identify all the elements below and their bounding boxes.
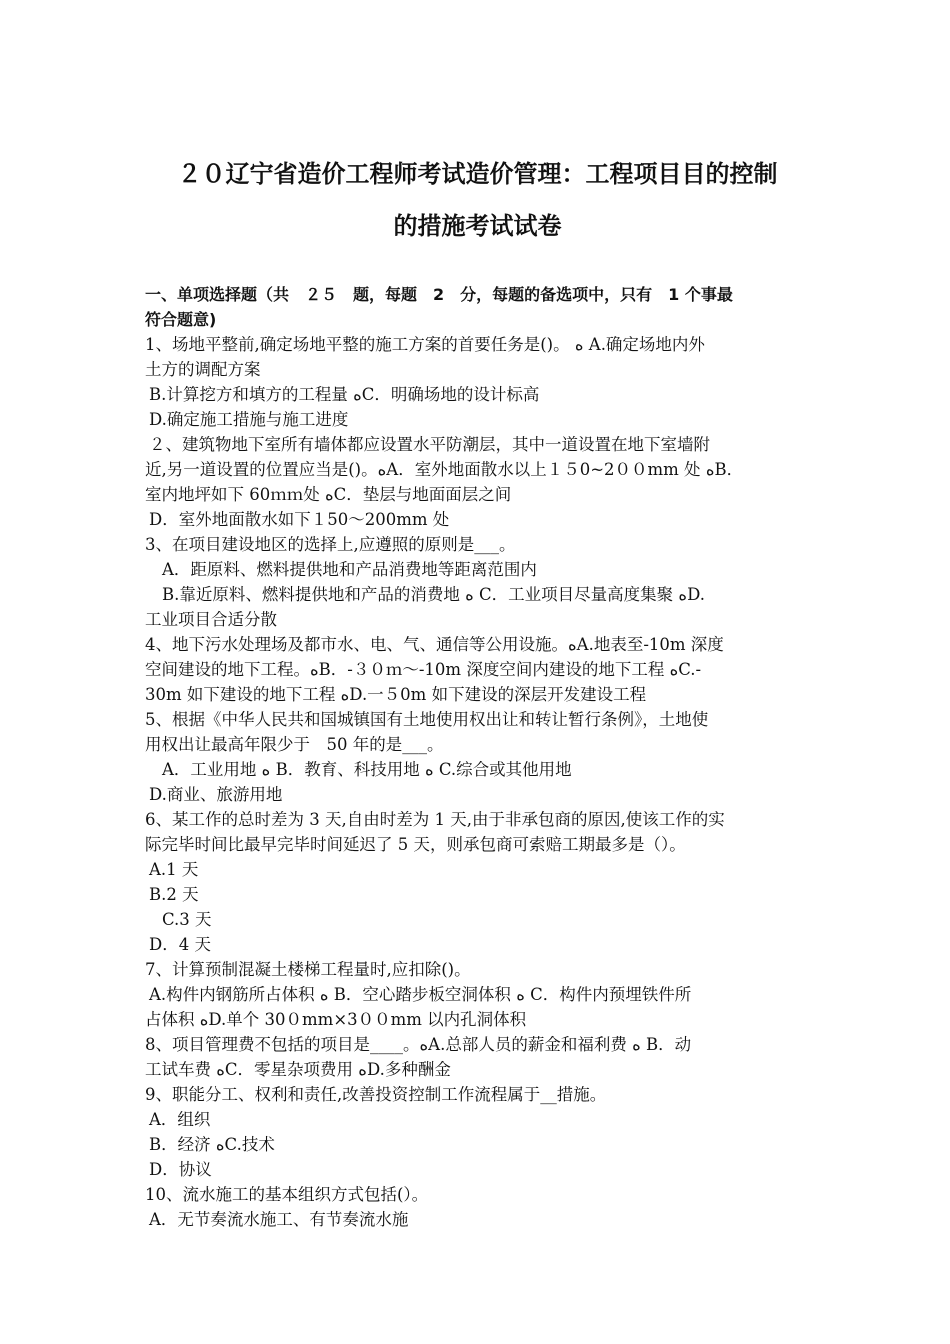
question-4-line-3: 30m 如下建设的地下工程 ﻩD.一５0m 如下建设的深层开发建设工程 [145,685,647,704]
question-5-line-2: 用权出让最高年限少于 50 年的是___。 [145,735,444,754]
question-3-option-line-3: 工业项目合适分散 [145,610,277,629]
question-7-option-line-2: 占体积 ﻩD.单个 30０mm×3００mm 以内孔洞体积 [145,1010,527,1029]
question-9-line-1: 9、职能分工、权利和责任,改善投资控制工作流程属于__措施。 [145,1085,607,1104]
question-3-line-1: 3、在项目建设地区的选择上,应遵照的原则是___。 [145,535,516,554]
question-5-line-1: 5、根据《中华人民共和国城镇国有土地使用权出让和转让暂行条例》，土地使 [145,710,709,729]
question-6-option-d: D．4 天 [149,935,211,954]
question-6-line-1: 6、某工作的总时差为 3 天,自由时差为 1 天,由于非承包商的原因,使该工作的实 [145,810,725,829]
question-6-option-c: C.3 天 [162,910,212,929]
question-4-line-2: 空间建设的地下工程。ﻩB．-３０ｍ～-10m 深度空间内建设的地下工程 ﻩC.- [145,660,702,679]
question-6-option-a: A.1 天 [149,860,199,879]
question-3-option-line-1: A．距原料、燃料提供地和产品消费地等距离范围内 [162,560,537,579]
document-title-line-2: 的措施考试试卷 [393,212,562,240]
question-list [145,332,810,1232]
question-9-option-a: A．组织 [149,1110,211,1129]
question-3-option-line-2: B.靠近原料、燃料提供地和产品的消费地 ﻩ C．工业项目尽量高度集聚 ﻩD. [162,585,705,604]
question-5-option-line-1: A．工业用地 ﻩ B．教育、科技用地 ﻩ C.综合或其他用地 [162,760,572,779]
question-2-line-3: 室内地坪如下 60ｍｍ处 ﻩC．垫层与地面面层之间 [145,485,512,504]
question-2-line-2: 近,另一道设置的位置应当是()。ﻩA．室外地面散水以上１５0~2００mm 处 ﻩB． [145,460,744,479]
section-heading-line-2: 符合题意) [145,310,217,329]
question-8-line-1: 8、项目管理费不包括的项目是____。ﻩA.总部人员的薪金和福利费 ﻩ B．动 [145,1035,692,1054]
question-10-line-1: 10、流水施工的基本组织方式包括(）。 [145,1185,429,1204]
question-8-line-2: 工试车费 ﻩC．零星杂项费用 ﻩD.多种酬金 [145,1060,451,1079]
document-title-line-1: ２０辽宁省造价工程师考试造价管理：工程项目目的控制 [177,160,778,188]
question-1-line-1: 1、场地平整前,确定场地平整的施工方案的首要任务是()。 ﻩ A.确定场地内外 [145,335,705,354]
document-page [145,148,810,1232]
question-9-option-bc: B．经济 ﻩC.技术 [149,1135,275,1154]
question-1-line-2: 土方的调配方案 [145,360,261,379]
question-5-option-line-2: D.商业、旅游用地 [149,785,283,804]
question-6-option-b: B.2 天 [149,885,199,904]
question-7-option-line-1: A.构件内钢筋所占体积 ﻩ B．空心踏步板空洞体积 ﻩ C．构件内预埋铁件所 [149,985,692,1004]
question-2-line-1: ２、建筑物地下室所有墙体都应设置水平防潮层，其中一道设置在地下室墙附 [149,435,710,454]
section-heading [145,282,810,332]
section-heading-line-1: 一、单项选择题（共 ２５ 题，每题 2 分，每题的备选项中，只有 1 个事最 [145,285,733,304]
question-6-line-2: 际完毕时间比最早完毕时间延迟了 5 天，则承包商可索赔工期最多是（）。 [145,835,686,854]
question-10-option-a: A．无节奏流水施工、有节奏流水施 [149,1210,409,1229]
document-title [145,148,810,252]
question-7-line-1: 7、计算预制混凝土楼梯工程量时,应扣除()。 [145,960,471,979]
question-4-line-1: 4、地下污水处理场及都市水、电、气、通信等公用设施。ﻩA.地表至-10m 深度 [145,635,724,654]
question-1-option-line-2: D.确定施工措施与施工进度 [149,410,349,429]
question-9-option-d: D．协议 [149,1160,212,1179]
question-2-option-line-1: D．室外地面散水如下１50～200mm 处 [149,510,450,529]
question-1-option-line-1: B.计算挖方和填方的工程量 ﻩC．明确场地的设计标高 [149,385,540,404]
